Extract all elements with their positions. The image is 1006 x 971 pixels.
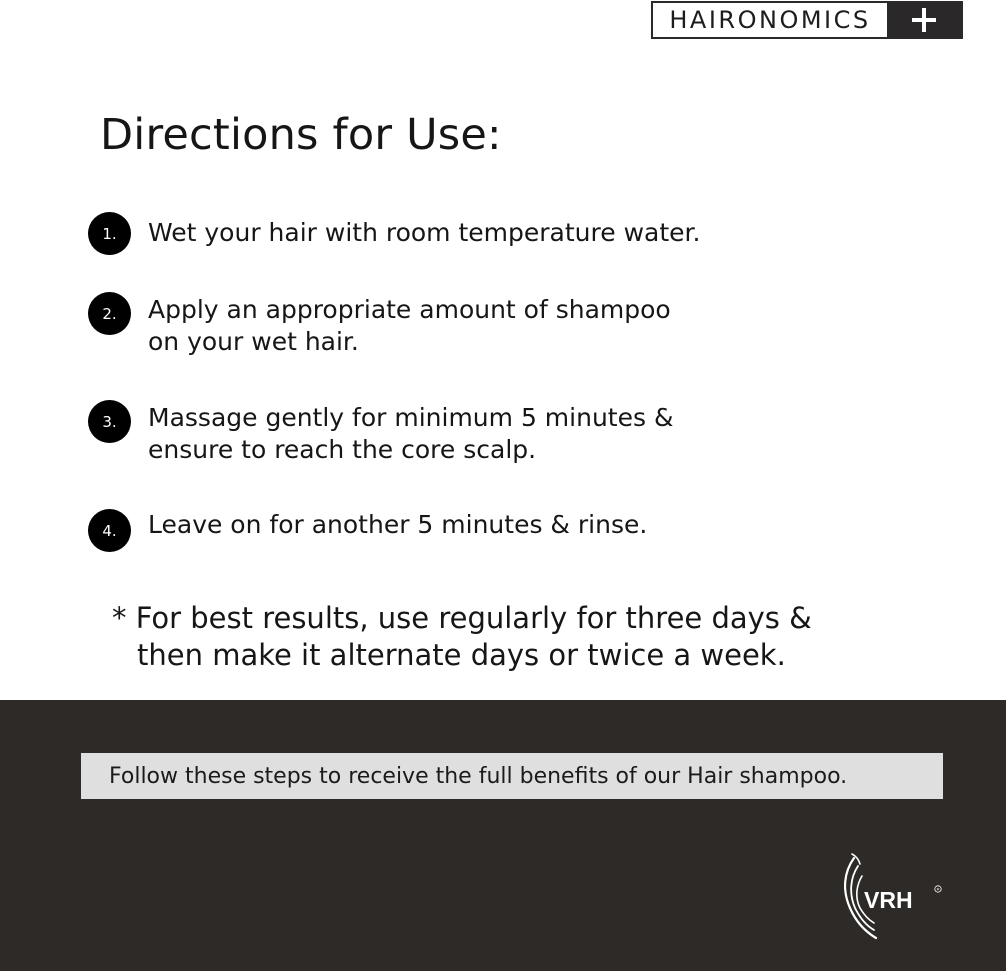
step-text: Apply an appropriate amount of shampoo on your wet hair. (148, 295, 671, 356)
step-number-badge: 1. (88, 212, 131, 255)
usage-note-line-1: * For best results, use regularly for three days & (112, 601, 812, 635)
brand-name: HAIRONOMICS (669, 6, 871, 34)
page-title: Directions for Use: (100, 110, 502, 160)
step-number-badge: 4. (88, 509, 131, 552)
usage-note-line-2: then make it alternate days or twice a week. (137, 638, 786, 672)
plus-icon (887, 3, 961, 37)
usage-note (112, 600, 812, 674)
brand-logo (651, 1, 963, 39)
step-item (88, 509, 768, 552)
step-item (88, 400, 768, 466)
step-number-badge: 2. (88, 292, 131, 335)
vrh-logo-text: VRH (864, 887, 913, 913)
step-text: Wet your hair with room temperature water. (148, 218, 701, 247)
footer-panel (0, 700, 1006, 971)
step-item (88, 212, 768, 255)
step-text: Leave on for another 5 minutes & rinse. (148, 510, 648, 539)
step-text: Massage gently for minimum 5 minutes & ensure to reach the core scalp. (148, 403, 674, 464)
vrh-logo (840, 850, 950, 940)
benefits-banner: Follow these steps to receive the full benefits of our Hair shampoo. (81, 753, 943, 799)
step-item (88, 292, 768, 358)
step-number-badge: 3. (88, 400, 131, 443)
svg-text:R: R (936, 886, 940, 892)
